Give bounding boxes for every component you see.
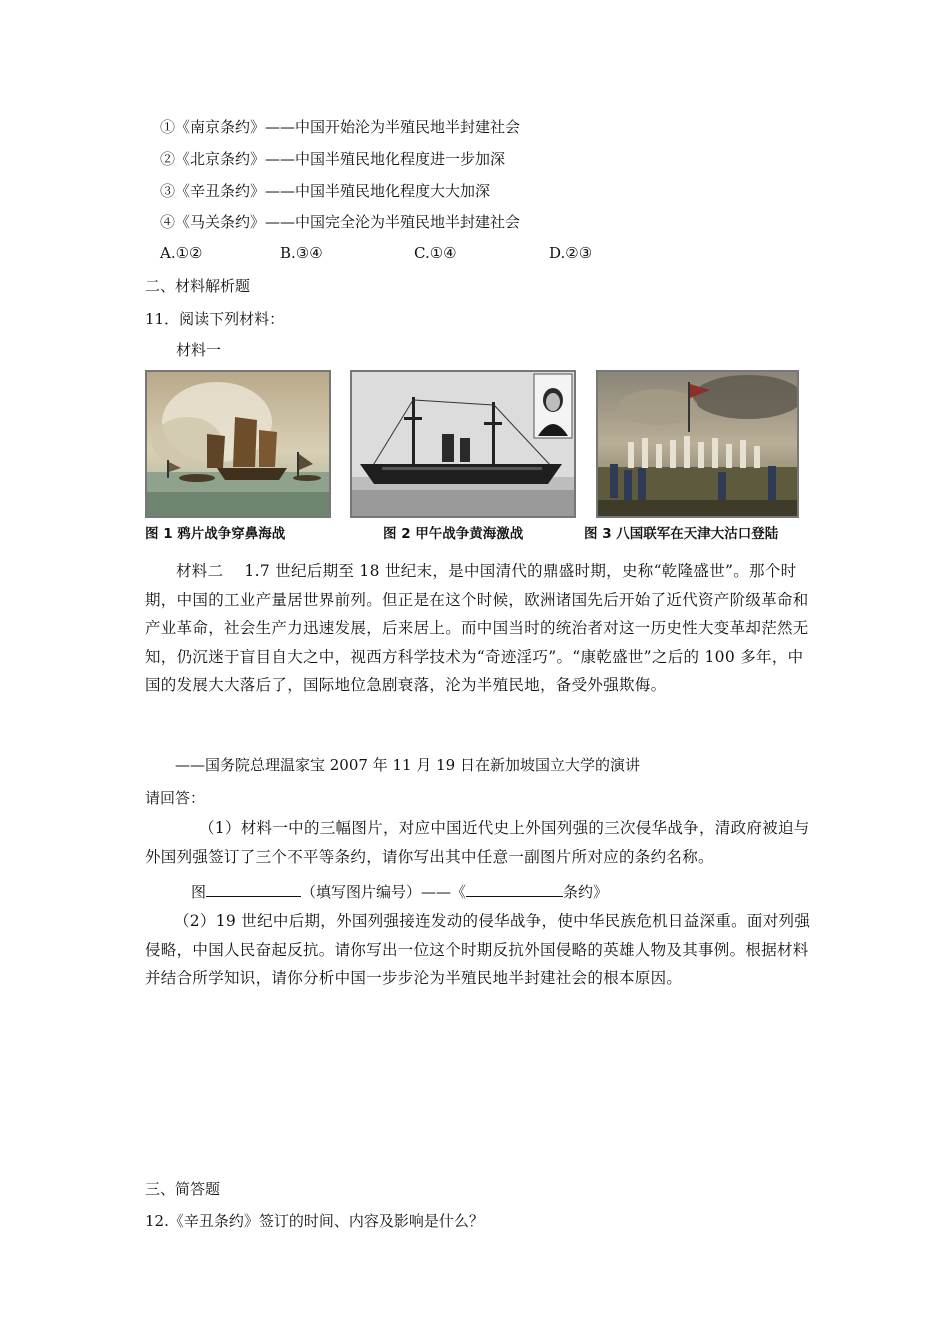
figure-1-naval-battle: [145, 370, 331, 518]
troops-landing-icon: [598, 372, 797, 516]
figure-number-blank[interactable]: [206, 880, 301, 897]
choice-item-2: ②《北京条约》——中国半殖民地化程度进一步加深: [160, 150, 506, 168]
section3-heading: 三、简答题: [145, 1180, 221, 1198]
fill-blank-prefix: 图: [191, 883, 207, 901]
material1-label: 材料一: [176, 341, 222, 359]
fill-blank-suffix: 条约》: [563, 883, 609, 901]
option-c: C.①④: [414, 244, 457, 262]
q11-part2: （2）19 世纪中后期，外国列强接连发动的侵华战争，使中华民族危机日益深重。面对列强侵略，中国人民奋起反抗。请你写出一位这个时期反抗外国侵略的英雄人物及其事例。根据材料并结合所学知识，请你分析中国一步步沦为半殖民地半封建社会的根本原因。: [145, 912, 811, 987]
choice-item-3: ③《辛丑条约》——中国半殖民地化程度大大加深: [160, 182, 491, 200]
figure-2-caption: 图 2 甲午战争黄海激战: [383, 526, 524, 542]
section2-heading: 二、材料解析题: [145, 277, 251, 295]
fill-blank-line: [191, 880, 608, 902]
choice-item-4: ④《马关条约》——中国完全沦为半殖民地半封建社会: [160, 213, 521, 231]
option-a: A.①②: [160, 244, 203, 262]
option-b: B.③④: [280, 244, 323, 262]
q12: 12.《辛丑条约》签订的时间、内容及影响是什么？: [145, 1212, 484, 1230]
figure-1-caption: 图 1 鸦片战争穿鼻海战: [145, 526, 286, 542]
q11-intro: 11．阅读下列材料：: [145, 310, 285, 328]
treaty-name-blank[interactable]: [466, 880, 563, 897]
answer-prompt: 请回答：: [145, 789, 206, 807]
figure-3-troops-landing: [596, 370, 799, 518]
q11-part1: （1）材料一中的三幅图片，对应中国近代史上外国列强的三次侵华战争，清政府被迫与外国列强签订了三个不平等条约，请你写出其中任意一副图片所对应的条约名称。: [145, 819, 810, 866]
fill-blank-middle: （填写图片编号）——《: [301, 883, 467, 901]
choice-item-1: ①《南京条约》——中国开始沦为半殖民地半封建社会: [160, 118, 521, 136]
option-d: D.②③: [549, 244, 593, 262]
material2-source: ——国务院总理温家宝 2007 年 11 月 19 日在新加坡国立大学的演讲: [175, 756, 640, 774]
figure-3-caption: 图 3 八国联军在天津大沽口登陆: [584, 526, 779, 542]
figure-2-warship: [350, 370, 576, 518]
warship-icon: [352, 372, 574, 516]
material2-text: 材料二 1.7 世纪后期至 18 世纪末，是中国清代的鼎盛时期，史称“乾隆盛世”。那个时期，中国的工业产量居世界前列。但正是在这个时候，欧洲诸国先后开始了近代资产阶级革命和产业革命，社会生产力迅速发展，后来居上。而中国当时的统治者对这一历史性大变革却茫然无知，仍沉迷于盲目自大之中，视西方科学技术为“奇迹淫巧”。“康乾盛世”之后的 100 多年，中国的发展大大落后了，国际地位急剧衰落，沦为半殖民地，备受外强欺侮。: [145, 562, 809, 694]
naval-battle-icon: [147, 372, 329, 516]
